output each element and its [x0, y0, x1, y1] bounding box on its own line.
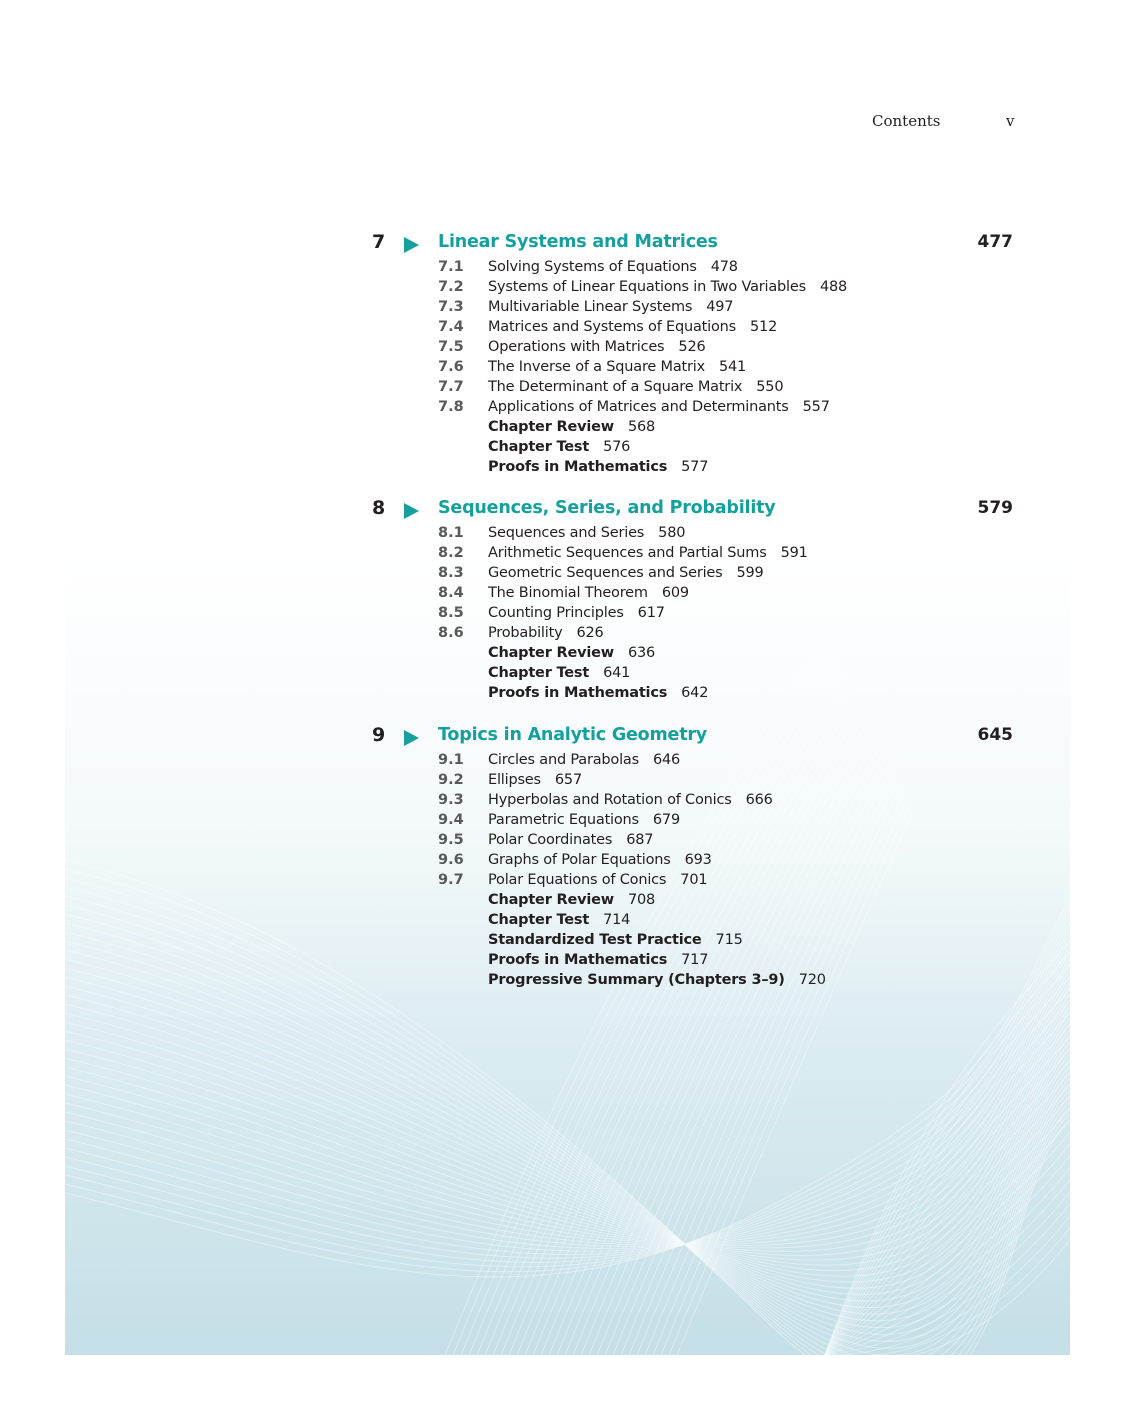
section-number: 9.7	[438, 872, 464, 888]
section-page: 599	[736, 565, 764, 581]
section-page: 646	[652, 752, 681, 768]
chapter-9	[0, 724, 1130, 990]
toc-entry	[0, 770, 1130, 790]
section-text	[488, 770, 582, 790]
section-number: 7.2	[438, 279, 464, 295]
toc-entry	[0, 457, 1130, 477]
chapter-page: 477	[977, 232, 1013, 252]
section-title: Chapter Review	[488, 419, 614, 435]
section-text	[488, 563, 764, 583]
section-page: 550	[756, 379, 784, 395]
section-page: 641	[603, 665, 631, 681]
chapter-number: 7	[372, 231, 386, 253]
section-page: 576	[603, 439, 631, 455]
chapter-title: Topics in Analytic Geometry	[438, 725, 708, 745]
section-number: 9.5	[438, 832, 464, 848]
section-list	[0, 523, 1130, 703]
section-page: 541	[718, 359, 747, 375]
toc-entry	[0, 377, 1130, 397]
toc-entry	[0, 870, 1130, 890]
section-title: Ellipses	[488, 772, 541, 788]
section-number: 7.7	[438, 379, 464, 395]
section-title: Systems of Linear Equations in Two Variables	[488, 279, 806, 295]
running-head-label: Contents	[872, 112, 941, 130]
section-text	[488, 357, 746, 377]
section-title: Chapter Test	[488, 439, 590, 455]
chapter-arrow-icon	[404, 503, 419, 519]
section-text	[488, 583, 689, 603]
section-title: Arithmetic Sequences and Partial Sums	[488, 545, 767, 561]
section-text	[488, 890, 655, 910]
section-title: Probability	[488, 625, 563, 641]
section-number: 7.8	[438, 399, 464, 415]
chapter-8	[0, 497, 1130, 703]
chapter-number: 9	[372, 724, 386, 746]
section-title: Sequences and Series	[488, 525, 645, 541]
chapter-heading	[0, 231, 1130, 257]
toc-entry	[0, 277, 1130, 297]
section-number: 7.4	[438, 319, 464, 335]
toc-entry	[0, 397, 1130, 417]
section-number: 9.1	[438, 752, 464, 768]
section-number: 8.1	[438, 525, 464, 541]
toc-entry	[0, 257, 1130, 277]
section-text	[488, 603, 665, 623]
section-title: Counting Principles	[488, 605, 624, 621]
section-title: The Inverse of a Square Matrix	[488, 359, 705, 375]
section-title: Proofs in Mathematics	[488, 459, 668, 475]
section-title: Standardized Test Practice	[488, 932, 702, 948]
section-page: 687	[626, 832, 654, 848]
section-title: Chapter Test	[488, 912, 590, 928]
toc-entry	[0, 950, 1130, 970]
section-title: Polar Coordinates	[488, 832, 613, 848]
section-text	[488, 683, 708, 703]
toc-entry	[0, 663, 1130, 683]
section-page: 557	[802, 399, 830, 415]
section-text	[488, 810, 680, 830]
toc-entry	[0, 357, 1130, 377]
section-title: Circles and Parabolas	[488, 752, 639, 768]
chapter-arrow-icon	[404, 237, 419, 253]
section-page: 714	[603, 912, 631, 928]
section-text	[488, 850, 712, 870]
toc-entry	[0, 523, 1130, 543]
toc-entry	[0, 750, 1130, 770]
page-folio: v	[1006, 112, 1015, 130]
section-page: 580	[658, 525, 686, 541]
section-text	[488, 663, 630, 683]
section-text	[488, 457, 708, 477]
section-text	[488, 930, 743, 950]
section-page: 568	[627, 419, 656, 435]
toc-entry	[0, 337, 1130, 357]
section-page: 488	[819, 279, 848, 295]
chapter-title: Sequences, Series, and Probability	[438, 498, 776, 518]
section-number: 9.2	[438, 772, 464, 788]
chapter-arrow-icon	[404, 730, 419, 746]
section-page: 715	[715, 932, 743, 948]
section-text	[488, 437, 630, 457]
section-page: 478	[710, 259, 738, 275]
section-number: 8.2	[438, 545, 464, 561]
section-page: 636	[627, 645, 656, 661]
toc-entry	[0, 850, 1130, 870]
section-number: 7.3	[438, 299, 464, 315]
section-title: Matrices and Systems of Equations	[488, 319, 737, 335]
section-title: The Binomial Theorem	[488, 585, 648, 601]
section-text	[488, 830, 653, 850]
section-page: 617	[637, 605, 665, 621]
toc-entry	[0, 930, 1130, 950]
section-text	[488, 257, 738, 277]
section-text	[488, 417, 655, 437]
section-text	[488, 337, 706, 357]
section-page: 693	[684, 852, 712, 868]
section-title: Solving Systems of Equations	[488, 259, 697, 275]
toc-entry	[0, 437, 1130, 457]
section-title: Graphs of Polar Equations	[488, 852, 671, 868]
section-page: 577	[681, 459, 709, 475]
section-title: The Determinant of a Square Matrix	[488, 379, 743, 395]
section-list	[0, 750, 1130, 990]
section-number: 7.6	[438, 359, 464, 375]
toc-entry	[0, 790, 1130, 810]
toc-entry	[0, 297, 1130, 317]
toc-entry	[0, 683, 1130, 703]
section-number: 9.4	[438, 812, 464, 828]
chapter-heading	[0, 724, 1130, 750]
section-page: 526	[678, 339, 706, 355]
section-page: 708	[627, 892, 656, 908]
toc-entry	[0, 890, 1130, 910]
toc-entry	[0, 810, 1130, 830]
section-text	[488, 910, 630, 930]
section-text	[488, 277, 847, 297]
section-text	[488, 623, 604, 643]
chapter-title: Linear Systems and Matrices	[438, 232, 718, 252]
section-text	[488, 950, 708, 970]
section-number: 9.6	[438, 852, 464, 868]
section-text	[488, 317, 777, 337]
section-page: 701	[680, 872, 708, 888]
toc-entry	[0, 643, 1130, 663]
section-page: 497	[706, 299, 734, 315]
section-page: 591	[780, 545, 808, 561]
toc-entry	[0, 830, 1130, 850]
section-title: Proofs in Mathematics	[488, 685, 668, 701]
section-title: Operations with Matrices	[488, 339, 665, 355]
section-number: 9.3	[438, 792, 464, 808]
section-page: 512	[750, 319, 778, 335]
section-text	[488, 297, 733, 317]
chapter-heading	[0, 497, 1130, 523]
chapter-page: 645	[977, 725, 1013, 745]
section-title: Polar Equations of Conics	[488, 872, 667, 888]
section-title: Proofs in Mathematics	[488, 952, 668, 968]
section-number: 8.4	[438, 585, 464, 601]
section-text	[488, 750, 680, 770]
chapter-page: 579	[977, 498, 1013, 518]
section-page: 720	[798, 972, 826, 988]
section-number: 8.3	[438, 565, 464, 581]
section-title: Chapter Review	[488, 892, 614, 908]
section-text	[488, 643, 655, 663]
section-title: Chapter Test	[488, 665, 590, 681]
section-title: Multivariable Linear Systems	[488, 299, 693, 315]
toc-entry	[0, 910, 1130, 930]
section-number: 7.1	[438, 259, 464, 275]
section-text	[488, 377, 783, 397]
section-title: Applications of Matrices and Determinants	[488, 399, 789, 415]
section-title: Geometric Sequences and Series	[488, 565, 723, 581]
toc-entry	[0, 583, 1130, 603]
section-list	[0, 257, 1130, 477]
section-number: 8.6	[438, 625, 464, 641]
section-page: 657	[554, 772, 582, 788]
section-page: 666	[745, 792, 773, 808]
chapter-7	[0, 231, 1130, 477]
section-text	[488, 543, 808, 563]
toc-entry	[0, 970, 1130, 990]
toc-entry	[0, 317, 1130, 337]
section-page: 679	[652, 812, 680, 828]
toc-entry	[0, 603, 1130, 623]
section-page: 609	[661, 585, 689, 601]
section-text	[488, 523, 685, 543]
toc-entry	[0, 417, 1130, 437]
section-number: 8.5	[438, 605, 464, 621]
section-title: Chapter Review	[488, 645, 614, 661]
toc-entry	[0, 543, 1130, 563]
section-page: 717	[681, 952, 709, 968]
section-text	[488, 790, 773, 810]
section-text	[488, 870, 707, 890]
toc-entry	[0, 563, 1130, 583]
section-title: Parametric Equations	[488, 812, 639, 828]
section-text	[488, 970, 826, 990]
section-page: 642	[681, 685, 709, 701]
toc-entry	[0, 623, 1130, 643]
section-title: Hyperbolas and Rotation of Conics	[488, 792, 732, 808]
section-number: 7.5	[438, 339, 464, 355]
section-page: 626	[576, 625, 604, 641]
section-text	[488, 397, 830, 417]
section-title: Progressive Summary (Chapters 3–9)	[488, 972, 785, 988]
chapter-number: 8	[372, 497, 386, 519]
